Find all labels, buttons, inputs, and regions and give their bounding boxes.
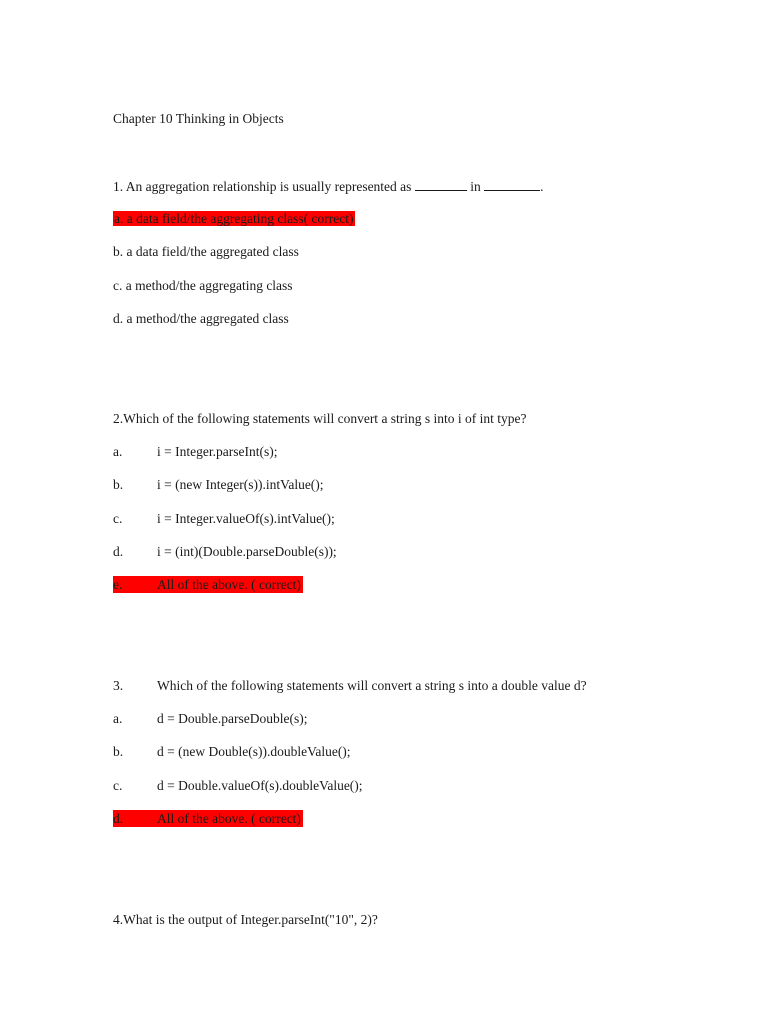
option-label: a. <box>113 711 123 726</box>
option-text: d = (new Double(s)).doubleValue(); <box>157 744 351 759</box>
question-1-prompt <box>113 177 543 195</box>
option-text: d = Double.valueOf(s).doubleValue(); <box>157 778 363 793</box>
question-1-option-b: b. a data field/the aggregated class <box>113 244 299 259</box>
question-3-option-a <box>113 710 307 727</box>
question-1-option-d: d. a method/the aggregated class <box>113 311 289 326</box>
option-label: c. <box>113 778 123 793</box>
question-1-prompt-start: 1. An aggregation relationship is usually represented as <box>113 179 412 194</box>
question-2-option-e <box>113 576 303 593</box>
question-2-option-c <box>113 510 335 527</box>
option-text: All of the above. ( correct) <box>157 811 301 826</box>
question-2-option-a <box>113 443 277 460</box>
option-text: d = Double.parseDouble(s); <box>157 711 308 726</box>
question-1-option-c: c. a method/the aggregating class <box>113 278 293 293</box>
option-label: b. <box>113 744 124 759</box>
option-label: d. <box>113 544 124 559</box>
question-1-blank-1 <box>415 177 467 191</box>
question-2-option-d <box>113 543 337 560</box>
question-1-blank-2 <box>484 177 540 191</box>
option-label: e. <box>113 577 123 592</box>
option-text: i = Integer.parseInt(s); <box>157 444 278 459</box>
question-1-prompt-mid: in <box>466 179 485 194</box>
option-text: i = (int)(Double.parseDouble(s)); <box>157 544 337 559</box>
question-number: 3. <box>113 678 124 693</box>
question-3-option-b <box>113 743 351 760</box>
option-text: i = Integer.valueOf(s).intValue(); <box>157 511 335 526</box>
question-2-prompt: 2.Which of the following statements will convert a string s into i of int type? <box>113 411 527 426</box>
question-3-option-d <box>113 810 303 827</box>
question-text: Which of the following statements will convert a string s into a double value d? <box>157 678 587 693</box>
option-label: c. <box>113 511 123 526</box>
correct-answer-highlight: a. a data field/the aggregating class( correct) <box>114 211 354 226</box>
question-1-prompt-end: . <box>540 179 544 194</box>
question-4-prompt: 4.What is the output of Integer.parseInt("10", 2)? <box>113 912 378 927</box>
question-1-option-a <box>113 210 355 227</box>
option-text: All of the above. ( correct) <box>157 577 301 592</box>
option-label: b. <box>113 477 124 492</box>
question-2-option-b <box>113 476 324 493</box>
option-label: a. <box>113 444 123 459</box>
question-3-option-c <box>113 777 363 794</box>
chapter-title: Chapter 10 Thinking in Objects <box>113 111 284 126</box>
question-3-prompt <box>113 677 587 694</box>
option-label: d. <box>113 811 124 826</box>
option-text: i = (new Integer(s)).intValue(); <box>157 477 324 492</box>
